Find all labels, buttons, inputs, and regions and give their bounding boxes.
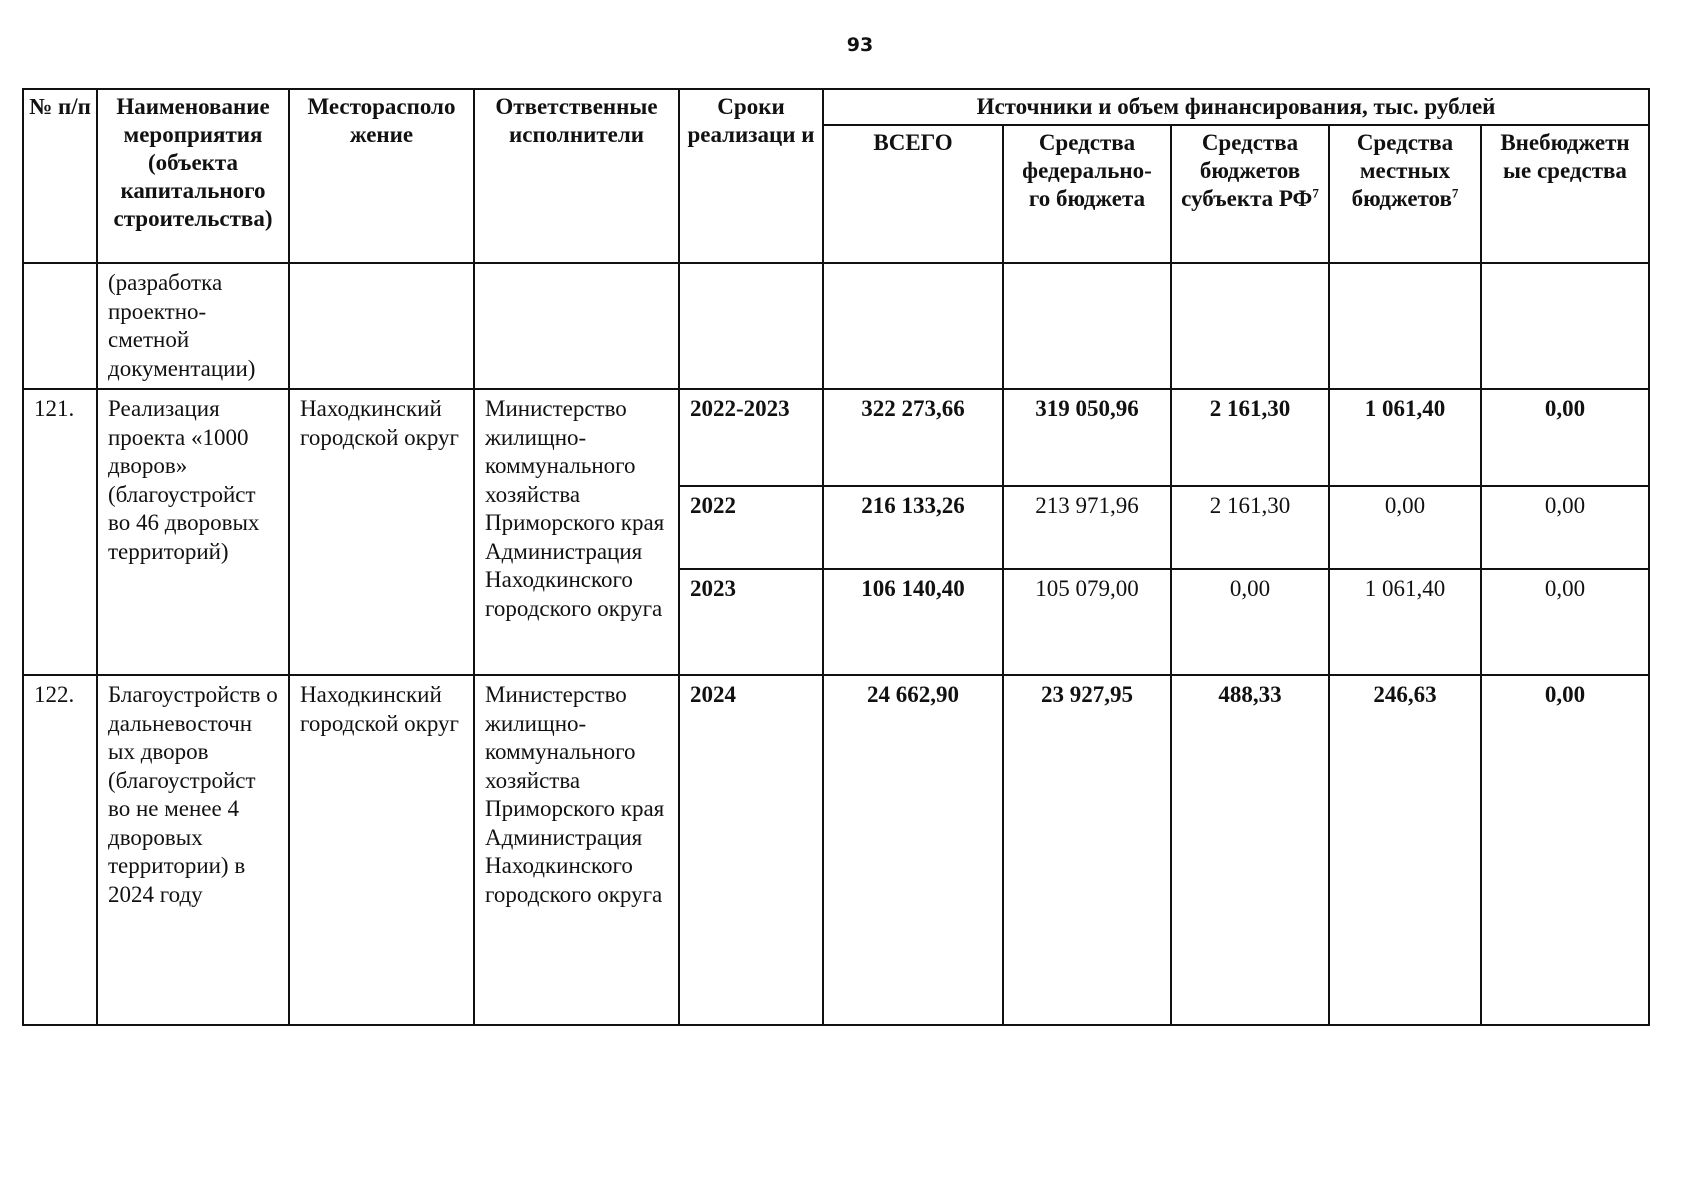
row-121-subject: 0,00 — [1171, 569, 1329, 675]
row-121-location: Находкинский городской округ — [289, 389, 474, 675]
row-122-num: 122. — [23, 675, 97, 1025]
header-local-label: Средства местных бюджетов — [1351, 130, 1454, 211]
page-number: 93 — [846, 34, 874, 56]
row-121-term: 2023 — [679, 569, 823, 675]
financing-table — [22, 88, 1650, 1026]
table-row — [23, 263, 1649, 389]
row-121-total: 322 273,66 — [823, 389, 1003, 486]
row-122-extra: 0,00 — [1481, 675, 1649, 1025]
footnote-mark: 7 — [1312, 185, 1319, 201]
table-row — [23, 389, 1649, 486]
row-121-total: 106 140,40 — [823, 569, 1003, 675]
row-121-federal: 319 050,96 — [1003, 389, 1171, 486]
row-121-federal: 105 079,00 — [1003, 569, 1171, 675]
cell-empty — [1329, 263, 1481, 389]
header-num: № п/п — [23, 89, 97, 263]
header-terms: Сроки реализаци и — [679, 89, 823, 263]
row-121-local: 1 061,40 — [1329, 569, 1481, 675]
cell-empty — [1003, 263, 1171, 389]
cell-empty — [289, 263, 474, 389]
cell-empty — [823, 263, 1003, 389]
table-row — [23, 675, 1649, 1025]
row-121-executors: Министерство жилищно- коммунального хозяйства Приморского края Администрация Находкинского городского округа — [474, 389, 679, 675]
cell-empty — [1171, 263, 1329, 389]
row-122-total: 24 662,90 — [823, 675, 1003, 1025]
row-121-term: 2022 — [679, 486, 823, 569]
row-122-name: Благоустройств о дальневосточн ых дворов (благоустройст во не менее 4 дворовых территории) в 2024 году — [97, 675, 289, 1025]
row-121-extra: 0,00 — [1481, 486, 1649, 569]
footnote-mark: 7 — [1451, 185, 1459, 201]
cell-empty — [1481, 263, 1649, 389]
cell-empty — [679, 263, 823, 389]
row-122-location: Находкинский городской округ — [289, 675, 474, 1025]
row-121-subject: 2 161,30 — [1171, 486, 1329, 569]
header-extra: Внебюджетн ые средства — [1481, 125, 1649, 263]
row-121-extra: 0,00 — [1481, 569, 1649, 675]
header-location: Месторасполо жение — [289, 89, 474, 263]
row-122-local: 246,63 — [1329, 675, 1481, 1025]
header-federal: Средства федерально- го бюджета — [1003, 125, 1171, 263]
row-121-name: Реализация проекта «1000 дворов» (благоустройст во 46 дворовых территорий) — [97, 389, 289, 675]
row-121-num: 121. — [23, 389, 97, 675]
continuation-name: (разработка проектно- сметной документации) — [97, 263, 289, 389]
row-122-subject: 488,33 — [1171, 675, 1329, 1025]
row-121-federal: 213 971,96 — [1003, 486, 1171, 569]
row-122-federal: 23 927,95 — [1003, 675, 1171, 1025]
header-total: ВСЕГО — [823, 125, 1003, 263]
row-121-extra: 0,00 — [1481, 389, 1649, 486]
row-121-local: 0,00 — [1329, 486, 1481, 569]
row-122-executors: Министерство жилищно- коммунального хозяйства Приморского края Администрация Находкинского городского округа — [474, 675, 679, 1025]
header-subject-label: Средства бюджетов субъекта РФ — [1181, 130, 1313, 211]
header-sources-title: Источники и объем финансирования, тыс. рублей — [823, 89, 1649, 125]
row-121-subject: 2 161,30 — [1171, 389, 1329, 486]
header-subject — [1171, 125, 1329, 263]
row-122-term: 2024 — [679, 675, 823, 1025]
header-executors: Ответственные исполнители — [474, 89, 679, 263]
row-121-term: 2022-2023 — [679, 389, 823, 486]
header-name: Наименование мероприятия (объекта капитального строительства) — [97, 89, 289, 263]
row-121-local: 1 061,40 — [1329, 389, 1481, 486]
cell-empty — [23, 263, 97, 389]
row-121-total: 216 133,26 — [823, 486, 1003, 569]
cell-empty — [474, 263, 679, 389]
header-local — [1329, 125, 1481, 263]
